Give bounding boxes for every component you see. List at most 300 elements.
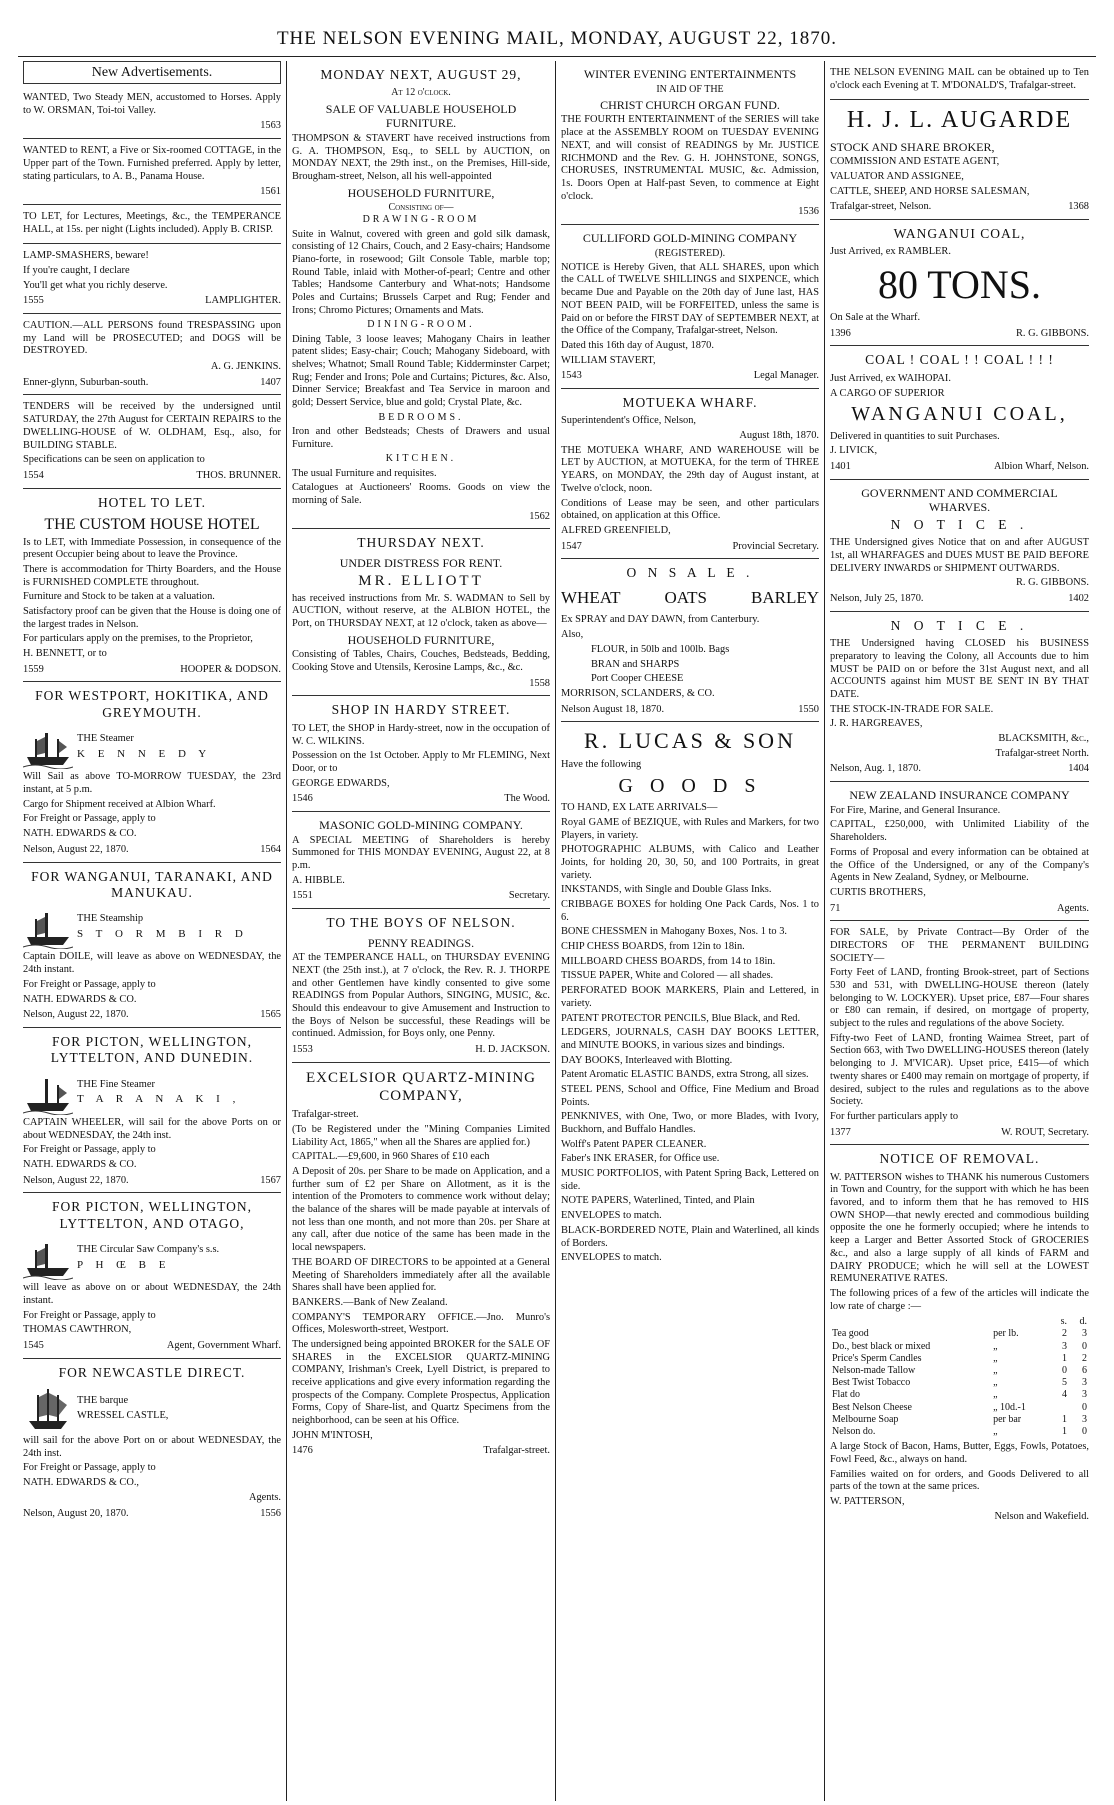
price-item: Melbourne Soap <box>832 1413 899 1425</box>
ad-hotel <box>23 489 281 683</box>
ad-text: Cargo for Shipment received at Albion Wharf. <box>23 798 216 810</box>
goods-item: Faber's INK ERASER, for Office use. <box>561 1153 720 1165</box>
ad-subheading: WANGANUI COAL, <box>851 403 1068 426</box>
ad-role: Agents. <box>248 1491 281 1503</box>
ad-text: The usual Furniture and requisites. <box>292 467 437 479</box>
sale-item: FLOUR, in 50lb and 100lb. Bags <box>591 643 730 655</box>
ad-signature: MORRISON, SCLANDERS, & CO. <box>561 687 715 699</box>
price-row <box>830 1365 1089 1377</box>
price-unit: „ <box>993 1352 998 1364</box>
ad-text: will leave as above on or about WEDNESDAY, the 24th instant. <box>23 1282 281 1306</box>
ad-number: 1551 <box>292 890 313 902</box>
price-s: 4 <box>1062 1389 1067 1401</box>
ad-text: THE Undersigned gives Notice that on and after AUGUST 1st, all WHARFAGES and DUES MUST BE PAID BEFORE DELIVERY INWARDS or SHIPMENT OUTWARDS. <box>830 537 1089 574</box>
ad-line: If you're caught, I declare <box>23 264 130 276</box>
ad-text: Will Sail as above TO-MORROW TUESDAY, the 23rd instant, at 5 p.m. <box>23 771 281 796</box>
ship-name: T A R A N A K I , <box>77 1093 241 1106</box>
ad-heading: FOR PICTON, WELLINGTON, LYTTELTON, AND DUNEDIN. <box>50 1033 254 1066</box>
ad-number: 1476 <box>292 1445 313 1457</box>
ad-subheading: CHRIST CHURCH ORGAN FUND. <box>600 97 780 112</box>
goods-item: CRIBBAGE BOXES for holding One Pack Cards, Nos. 1 to 6. <box>561 899 819 923</box>
price-row <box>830 1426 1089 1438</box>
ad-text: TO LET, the SHOP in Hardy-street, now in the occupation of W. C. WILKINS. <box>292 722 550 747</box>
section-heading: New Advertisements. <box>23 61 281 84</box>
goods-item: ENVELOPES to match. <box>561 1210 662 1222</box>
ad-heading: NEW ZEALAND INSURANCE COMPANY <box>849 788 1070 803</box>
goods-item: PERFORATED BOOK MARKERS, Plain and Lettered, in variety. <box>561 985 819 1009</box>
ad-signature: A. G. JENKINS. <box>210 361 281 373</box>
ad-furniture-sale <box>292 61 550 529</box>
ad-heading: THURSDAY NEXT. <box>357 535 485 551</box>
ad-text: For Freight or Passage, apply to <box>23 1144 156 1156</box>
ad-line: STOCK AND SHARE BROKER, <box>830 139 995 154</box>
price-unit: „ <box>993 1377 998 1389</box>
ad-tenders <box>23 395 281 488</box>
ad-culliford <box>561 225 819 389</box>
ad-heading: O N S A L E . <box>626 565 754 581</box>
ad-number: 1368 <box>1068 201 1089 213</box>
ad-signature: J. R. HARGREAVES, <box>830 718 923 730</box>
price-table <box>830 1316 1089 1438</box>
column-3 <box>556 61 825 1801</box>
ad-text: Consisting of— <box>388 202 454 214</box>
ad-excelsior <box>292 1063 550 1463</box>
ad-role: BLACKSMITH, &c., <box>998 733 1089 745</box>
ad-date: Nelson, Aug. 1, 1870. <box>830 763 921 775</box>
ad-text: Specifications can be seen on application to <box>23 454 205 466</box>
ad-number: 1550 <box>798 703 819 715</box>
price-unit: per lb. <box>993 1328 1019 1340</box>
ad-text: Furniture and Stock to be taken at a valuation. <box>23 591 215 603</box>
ad-heading: SHOP IN HARDY STREET. <box>331 702 511 718</box>
ad-signature: A. HIBBLE. <box>292 874 345 886</box>
goods-item: BONE CHESSMEN in Mahogany Boxes, Nos. 1 to 3. <box>561 926 788 938</box>
price-item: Best Twist Tobacco <box>832 1377 911 1389</box>
ad-heading: MONDAY NEXT, AUGUST 29, <box>320 67 522 82</box>
ad-westport <box>23 682 281 862</box>
ad-text: THE STOCK-IN-TRADE FOR SALE. <box>830 703 994 715</box>
ad-lead: THE Steamship <box>77 913 144 925</box>
price-s: 5 <box>1062 1377 1067 1389</box>
ad-role: Secretary. <box>508 890 550 902</box>
ad-text: will sail for the above Port on or about WEDNESDAY, the 24th inst. <box>23 1435 281 1459</box>
ad-signature: NATH. EDWARDS & CO. <box>23 1158 137 1170</box>
price-unit: „ <box>993 1389 998 1401</box>
ad-number: 1561 <box>260 186 281 198</box>
ad-text: A Deposit of 20s. per Share to be made on Application, and a further sum of £2 per Share on Allotment, as it is the intention of the Promoters to commence work without delay; the balance of the shares will be made payable at intervals of not less than one month, and not more than 20s. per Share at any call, after due notice of the same has been made in the local newspapers. <box>292 1166 550 1254</box>
ad-on-sale <box>561 559 819 722</box>
ad-text: Just Arrived, ex RAMBLER. <box>830 246 951 258</box>
ad-heading: GOVERNMENT AND COMMERCIAL WHARVES. <box>861 485 1058 515</box>
goods-item: Patent Aromatic ELASTIC BANDS, extra Strong, all sizes. <box>561 1069 809 1081</box>
ad-line: CATTLE, SHEEP, AND HORSE SALESMAN, <box>830 185 1030 197</box>
ad-text: Just Arrived, ex WAIHOPAI. <box>830 372 951 384</box>
ad-signature: R. G. GIBBONS. <box>1015 577 1089 589</box>
ad-text: On Sale at the Wharf. <box>830 311 921 323</box>
ad-signature: Agent, Government Wharf. <box>166 1339 281 1351</box>
ad-text: Captain DOILE, will leave as above on WEDNESDAY, the 24th instant. <box>23 951 281 976</box>
ad-lead: THE Fine Steamer <box>77 1078 155 1090</box>
ad-text: For Freight or Passage, apply to <box>23 813 156 825</box>
ad-text: Fifty-two Feet of LAND, fronting Waimea Street, part of Section 663, with Two DWELLING-HOUSES thereon (lately belonging to J. M'VICAR). Upset price, £415—of which twenty shares or £400 may remain on mortgage of property, if desired, subject to the rules and regulations as to the above Society. <box>830 1032 1089 1108</box>
ad-number: 1567 <box>260 1174 281 1186</box>
ad-text: For particulars apply on the premises, to the Proprietor, <box>23 633 253 645</box>
ad-subheading: IN AID OF THE <box>656 83 724 95</box>
ad-heading: FOR WESTPORT, HOKITIKA, AND GREYMOUTH. <box>35 688 269 720</box>
ad-heading: EXCELSIOR QUARTZ-MINING COMPANY, <box>306 1069 536 1104</box>
ad-number: 1404 <box>1068 763 1089 775</box>
ad-heading: NOTICE OF REMOVAL. <box>879 1151 1040 1167</box>
price-d: 3 <box>1082 1389 1087 1401</box>
goods-item: TISSUE PAPER, White and Colored — all shades. <box>561 970 774 982</box>
ad-hargreaves-notice <box>830 612 1089 782</box>
ad-number: 1564 <box>260 843 281 855</box>
ad-text: For Freight or Passage, apply to <box>23 978 156 990</box>
price-d: 0 <box>1082 1401 1087 1413</box>
ad-text: Delivered in quantities to suit Purchases. <box>830 430 1000 442</box>
ad-text: Consisting of Tables, Chairs, Couches, Bedsteads, Bedding, Cooking Stove and Utensils, Kerosine Lamps, &c., &c. <box>292 649 550 674</box>
price-item: Best Nelson Cheese <box>832 1401 912 1413</box>
ad-text: Possession on the 1st October. Apply to Mr FLEMING, Next Door, or to <box>292 750 550 774</box>
price-d: 0 <box>1082 1340 1087 1352</box>
goods-item: STEEL PENS, School and Office, Fine Medium and Broad Points. <box>561 1083 819 1108</box>
ad-heading: HOTEL TO LET. <box>97 494 207 510</box>
sale-item: Port Cooper CHEESE <box>591 673 684 685</box>
ad-signature: THOS. BRUNNER. <box>196 469 281 481</box>
room-heading: KITCHEN. <box>385 453 457 465</box>
ad-nz-insurance <box>830 782 1089 921</box>
steamship-icon <box>23 1071 73 1115</box>
ad-heading: FOR WANGANUI, TARANAKI, AND MANUKAU. <box>31 868 273 900</box>
price-d: 2 <box>1082 1352 1087 1364</box>
ad-text: Families waited on for orders, and Goods Delivered to all parts of the town at the same prices. <box>830 1468 1089 1493</box>
price-unit: „ <box>993 1365 998 1377</box>
ad-heading: CULLIFORD GOLD-MINING COMPANY <box>582 230 798 245</box>
ad-lead: THE barque <box>77 1395 129 1407</box>
ad-text: THE Undersigned having CLOSED his BUSINESS preparatory to leaving the Colony, all Accounts due to him MUST be PAID on or before the 31st August next, and all ACCOUNTS against him MUST BE SENT IN BY THAT DATE. <box>830 638 1089 701</box>
goods-list <box>561 817 819 1265</box>
ad-wanganui-steamship <box>23 863 281 1028</box>
ad-date: Nelson, August 22, 1870. <box>23 1174 129 1186</box>
ad-thursday-next <box>292 529 550 696</box>
ad-number: 1377 <box>830 1126 851 1138</box>
ad-lucas-son <box>561 722 819 1272</box>
ad-text: THOMPSON & STAVERT have received instructions from G. A. THOMPSON, Esq., to SELL by AUCTION, on MONDAY NEXT, the 29th inst., on the Premises, Hill-side, Brougham-street, Nelson, all his well-appointed <box>292 132 550 182</box>
ad-text: Catalogues at Auctioneers' Rooms. Goods on view the morning of Sale. <box>292 482 550 506</box>
ad-heading: COAL ! COAL ! ! COAL ! ! ! <box>865 352 1054 368</box>
ad-text: Superintendent's Office, Nelson, <box>561 415 696 427</box>
masthead: THE NELSON EVENING MAIL, MONDAY, AUGUST 22, 1870. <box>18 10 1096 57</box>
price-s <box>1049 1402 1069 1414</box>
ad-augarde <box>830 100 1089 220</box>
ad-for-sale-land <box>830 921 1089 1145</box>
ad-date: Nelson, August 22, 1870. <box>23 843 129 855</box>
ad-text: TENDERS will be received by the undersigned until SATURDAY, the 27th August for CERTAIN REPAIRS to the DWELLING-HOUSE of W. OLDHAM, Esq., also, for BUILDING STABLE. <box>23 401 281 451</box>
price-d: 3 <box>1082 1413 1087 1425</box>
ad-subheading: N O T I C E . <box>890 516 1029 532</box>
ad-number: 1396 <box>830 327 851 339</box>
price-col-pence: d. <box>1079 1316 1087 1328</box>
ad-heading: WANGANUI COAL, <box>893 226 1026 242</box>
ad-wanted-men <box>23 86 281 139</box>
ad-date: August 18th, 1870. <box>739 430 819 442</box>
goods-item: PHOTOGRAPHIC ALBUMS, with Calico and Leather Joints, for holding 20, 30, 50, and 100 Portraits, in great variety. <box>561 844 819 881</box>
ad-text: Dining Table, 3 loose leaves; Mahogany Chairs in leather patent slides; Easy-chair; Couch; Mahogany Sideboard, with shelves; Whatnot; Small Round Table; Kidderminster Carpet; Rug; Fender and Irons; Pole and Curtains; Pictures, &c. Also, Dinner Service; Breakfast and Tea Service in maroon and gold; Dessert Service, blue and gold; Crystal Plate, &c. <box>292 333 550 409</box>
column-2 <box>287 61 556 1801</box>
goods-item: DAY BOOKS, Interleaved with Blotting. <box>561 1054 733 1066</box>
ad-signature: LAMPLIGHTER. <box>205 295 281 307</box>
ad-subheading: UNDER DISTRESS FOR RENT. <box>339 555 503 570</box>
ad-signature: W. ROUT, Secretary. <box>1001 1126 1089 1138</box>
ad-text: There is accommodation for Thirty Boarders, and the House is FURNISHED COMPLETE throughout. <box>23 563 281 588</box>
ad-subheading: HOUSEHOLD FURNITURE, <box>347 632 495 647</box>
price-s: 0 <box>1062 1365 1067 1377</box>
ad-signature: JOHN M'INTOSH, <box>292 1429 373 1441</box>
ad-number: 1554 <box>23 469 44 481</box>
ad-text: Also, <box>561 629 584 641</box>
ad-number: 1407 <box>260 376 281 388</box>
ad-text: Is to LET, with Immediate Possession, in consequence of the present Occupier being about to leave the Province. <box>23 536 281 561</box>
ad-text: BANKERS.—Bank of New Zealand. <box>292 1296 448 1308</box>
grain-oats: OATS <box>664 587 707 607</box>
ad-text: The following prices of a few of the articles will indicate the low rate of charge :— <box>830 1287 1089 1312</box>
price-item: Nelson do. <box>832 1425 876 1437</box>
ad-signature: H. BENNETT, or to <box>23 648 107 660</box>
ad-text: W. PATTERSON wishes to THANK his numerous Customers in Town and Country, for the support with which he has been favored, and to inform them that he has removed to HIS OWN SHOP—that newly erected and commodious building opposite the one he formerly occupied; where he intends to keep a Larger and Better Assorted Stock of GROCERIES &c., and also a large supply of all kinds of FARM and DAIRY PRODUCE; which he will sell at the LOWEST REMUNERATIVE RATES. <box>830 1171 1089 1285</box>
ad-text: A SPECIAL MEETING of Shareholders is hereby Summoned for THIS MONDAY EVENING, August 22, at 8 p.m. <box>292 834 550 872</box>
ad-text: Conditions of Lease may be seen, and other particulars obtained, on application at this Office. <box>561 497 819 522</box>
price-s: 1 <box>1062 1413 1067 1425</box>
price-s: 1 <box>1062 1425 1067 1437</box>
price-item: Flat do <box>832 1389 861 1401</box>
ad-number: 1559 <box>23 663 44 675</box>
goods-item: MILLBOARD CHESS BOARDS, from 14 to 18in. <box>561 955 776 967</box>
ad-text: Suite in Walnut, covered with green and gold silk damask, consisting of 12 Chairs, Couch, and 2 Easy-chairs; Handsome Piano-forte, in rosewood; Gilt Console Table, marble top; Round Table, inlaid with Mother-of-pearl; Centre and other Tables; Handsome Canterbury and What-nots; Handsome Poles and Curtains; Brussels Carpet and Rug; Fender and Irons; Chromo Pictures; Ornaments and Mats. <box>292 228 550 316</box>
ad-text: THE NELSON EVENING MAIL can be obtained up to Ten o'clock each Evening at T. M'DONALD'S, Trafalgar-street. <box>830 67 1089 91</box>
ad-number: 1402 <box>1068 593 1089 605</box>
ad-motueka-wharf <box>561 389 819 559</box>
ad-text: TO LET, for Lectures, Meetings, &c., the TEMPERANCE HALL, at 15s. per night (Lights included). Apply B. CRISP. <box>23 210 281 235</box>
ad-text: has received instructions from Mr. S. WADMAN to Sell by AUCTION, without reserve, at the ALBION HOTEL, the Port, on THURSDAY NEXT, at 12 o'clock, taken as above— <box>292 592 550 630</box>
ad-masonic <box>292 812 550 909</box>
goods-item: LEDGERS, JOURNALS, CASH DAY BOOKS LETTER, and MINUTE BOOKS, in various sizes and bindings. <box>561 1027 819 1051</box>
ad-text: CAPTAIN WHEELER, will sail for the above Ports on or about WEDNESDAY, the 24th inst. <box>23 1116 281 1141</box>
ad-subheading: HOUSEHOLD FURNITURE, <box>347 185 495 200</box>
ad-number: 1563 <box>260 120 281 132</box>
steamship-icon <box>23 1236 73 1280</box>
ad-evening-mail <box>830 61 1089 100</box>
ad-heading: FOR PICTON, WELLINGTON, LYTTELTON, AND OTAGO, <box>51 1199 252 1231</box>
column-4 <box>825 61 1094 1801</box>
ad-text: CAUTION.—ALL PERSONS found TRESPASSING upon my Land will be PROSECUTED; and DOGS will be DESTROYED. <box>23 320 281 357</box>
ad-signature: THOMAS CAWTHRON, <box>23 1324 132 1336</box>
ad-heading: N O T I C E . <box>890 617 1029 633</box>
grain-barley: BARLEY <box>751 587 819 607</box>
ad-heading: R. LUCAS & SON <box>584 728 796 754</box>
ad-text: For Freight or Passage, apply to <box>23 1309 156 1321</box>
ad-number: 1556 <box>260 1507 281 1519</box>
ad-subheading: THE CUSTOM HOUSE HOTEL <box>44 516 260 534</box>
ad-number: 1553 <box>292 1043 313 1055</box>
ad-text: NOTICE is Hereby Given, that ALL SHARES, upon which the CALL of TWELVE SHILLINGS and SIXPENCE, which became Due and Payable on the 20th day of June last, HAS NOT BEEN PAID, will be FORFEITED, unless the same is Paid on or before the FIRST DAY of SEPTEMBER NEXT, at the Office of the Company, Trafalgar-street, Nelson. <box>561 261 819 337</box>
price-d: 3 <box>1082 1377 1087 1389</box>
ad-text: A large Stock of Bacon, Hams, Butter, Eggs, Fowls, Potatoes, Fowl Feed, &c., always on hand. <box>830 1441 1089 1465</box>
ad-picton-otago <box>23 1193 281 1358</box>
ship-name: K E N N E D Y <box>77 748 212 761</box>
ad-lead: THE Circular Saw Company's s.s. <box>77 1244 220 1256</box>
price-d: 6 <box>1082 1365 1087 1377</box>
ad-quantity: 80 TONS. <box>877 262 1041 308</box>
ad-text: Forty Feet of LAND, fronting Brook-street, part of Sections 530 and 531, with DWELLING-HOUSE thereon (lately belonging to W. LOCKYER). Upset price, £87—Four shares or £80 can remain, if desired, on mortgage of property, subject to the rules and regulations of the above Society. <box>830 967 1089 1030</box>
goods-item: MUSIC PORTFOLIOS, with Patent Spring Back, Lettered on side. <box>561 1168 819 1192</box>
ad-role: Agents. <box>1056 902 1089 914</box>
ad-temperance-hall <box>23 205 281 244</box>
price-row <box>830 1389 1089 1401</box>
price-col-shillings: s. <box>1060 1316 1067 1328</box>
ad-place: Trafalgar-street North. <box>995 747 1089 759</box>
price-unit: „ <box>993 1425 998 1437</box>
price-row <box>830 1414 1089 1426</box>
ad-number: 1562 <box>529 510 550 522</box>
ship-name: P H Œ B E <box>77 1258 171 1271</box>
ad-date: Nelson August 18, 1870. <box>561 703 665 715</box>
goods-item: NOTE PAPERS, Waterlined, Tinted, and Plain <box>561 1195 755 1207</box>
ad-signature: NATH. EDWARDS & CO., <box>23 1477 140 1489</box>
ad-text: THE MOTUEKA WHARF, AND WAREHOUSE will be LET by AUCTION, at MOTUEKA, for the term of THREE YEARS, on MONDAY, the 29th day of August instant, at Twelve o'clock, noon. <box>561 444 819 494</box>
ad-subheading: PENNY READINGS. <box>367 935 475 950</box>
price-s: 1 <box>1062 1352 1067 1364</box>
ad-text: Dated this 16th day of August, 1870. <box>561 339 714 351</box>
ad-signature: HOOPER & DODSON. <box>180 663 281 675</box>
ad-notice-of-removal <box>830 1145 1089 1530</box>
ad-signature: H. D. JACKSON. <box>475 1043 550 1055</box>
ad-time: At 12 o'clock. <box>391 87 451 99</box>
ad-subheading: SALE OF VALUABLE HOUSEHOLD FURNITURE. <box>325 101 517 131</box>
goods-item: INKSTANDS, with Single and Double Glass Inks. <box>561 884 772 896</box>
ship-name: S T O R M B I R D <box>77 928 248 941</box>
ad-place: Nelson and Wakefield. <box>994 1510 1089 1522</box>
room-heading: DINING-ROOM. <box>367 319 475 331</box>
ad-text: Forms of Proposal and every information can be obtained at the Office of the Undersigned, or any of the Company's Agents in New Zealand, Sydney, or Melbourne. <box>830 846 1089 884</box>
ad-subheading: G O O D S <box>618 774 762 797</box>
price-item: Nelson-made Tallow <box>832 1365 916 1377</box>
auctioneer-name: MR. ELLIOTT <box>358 573 484 590</box>
ad-text: Satisfactory proof can be given that the House is doing one of the largest trades in Nelson. <box>23 606 281 630</box>
ad-line: COMMISSION AND ESTATE AGENT, <box>830 156 1000 168</box>
goods-item: Royal GAME of BEZIQUE, with Rules and Markers, for two Players, in variety. <box>561 816 819 841</box>
ad-text: AT the TEMPERANCE HALL, on THURSDAY EVENING NEXT (the 25th inst.), at 7 o'clock, the Rev. R. J. THORPE and other Gentlemen have kindly consented to give some READINGS from Popular Authors, SINGING, MUSIC, &c. Should this endeavour to give Amusement and Instruction to the Boys of Nelson be successful, these Readings will be continued. Admission, for Boys only, one Penny. <box>292 952 550 1040</box>
ad-place: The Wood. <box>504 793 550 805</box>
ad-role: Provincial Secretary. <box>732 540 819 552</box>
ad-text: WANTED to RENT, a Five or Six-roomed COTTAGE, in the Upper part of the Town. Furnished preferred. Apply by letter, stating particulars, to A. B., Panama House. <box>23 145 281 182</box>
ad-signature: J. LIVICK, <box>830 445 878 457</box>
ad-newcastle <box>23 1359 281 1526</box>
ad-signature: WILLIAM STAVERT, <box>561 354 656 366</box>
ad-heading: WINTER EVENING ENTERTAINMENTS <box>583 67 797 81</box>
price-unit: per bar <box>993 1413 1022 1425</box>
ad-number: 1546 <box>292 793 313 805</box>
ad-date: Nelson, July 25, 1870. <box>830 593 924 605</box>
ad-heading: MOTUEKA WHARF. <box>622 394 758 410</box>
steamship-icon <box>23 725 73 769</box>
ad-signature: R. G. GIBBONS. <box>1015 327 1089 339</box>
ad-number: 1565 <box>260 1009 281 1021</box>
ad-number: 1558 <box>529 677 550 689</box>
price-row <box>830 1377 1089 1389</box>
price-s: 3 <box>1062 1340 1067 1352</box>
ad-number: 1536 <box>798 206 819 218</box>
price-item: Do., best black or mixed <box>832 1340 931 1352</box>
price-unit: „ <box>993 1340 998 1352</box>
room-heading: BEDROOMS. <box>378 411 464 423</box>
price-row <box>830 1353 1089 1365</box>
price-d: 0 <box>1082 1425 1087 1437</box>
ad-line: LAMP-SMASHERS, beware! <box>23 250 149 262</box>
sailing-ship-icon <box>23 1385 73 1433</box>
ad-place: Enner-glynn, Suburban-south. <box>23 376 149 388</box>
ad-signature: CURTIS BROTHERS, <box>830 886 926 898</box>
price-item: Price's Sperm Candles <box>832 1352 922 1364</box>
ad-caution <box>23 314 281 395</box>
ad-subheading: (REGISTERED). <box>654 247 726 259</box>
price-item: Tea good <box>832 1328 869 1340</box>
ad-heading: MASONIC GOLD-MINING COMPANY. <box>319 818 523 833</box>
ad-place: Albion Wharf, Nelson. <box>993 460 1089 472</box>
ad-text: CAPITAL, £250,000, with Unlimited Liability of the Shareholders. <box>830 819 1089 844</box>
ad-penny-readings <box>292 909 550 1063</box>
ad-text: WANTED, Two Steady MEN, accustomed to Horses. Apply to W. ORSMAN, Toi-toi Valley. <box>23 92 281 116</box>
ad-signature: NATH. EDWARDS & CO. <box>23 993 137 1005</box>
ad-date: Nelson, August 20, 1870. <box>23 1507 129 1519</box>
ad-place: Trafalgar-street. <box>292 1109 359 1121</box>
price-s: 2 <box>1062 1328 1067 1340</box>
ad-text: Iron and other Bedsteads; Chests of Drawers and usual Furniture. <box>292 425 550 450</box>
ad-line: You'll get what you richly deserve. <box>23 279 168 291</box>
ship-name: WRESSEL CASTLE, <box>77 1410 169 1422</box>
ad-text: TO HAND, EX LATE ARRIVALS— <box>561 802 718 814</box>
price-unit: „ 10d.-1 <box>993 1401 1026 1413</box>
ad-lamplighter <box>23 244 281 314</box>
ad-text: For Freight or Passage, apply to <box>23 1462 156 1474</box>
ad-text: THE FOURTH ENTERTAINMENT of the SERIES will take place at the ASSEMBLY ROOM on TUESDAY EVENING NEXT, and will consist of READINGS by Mr. JUSTICE RICHMOND and the Rev. G. H. JOHNSTONE, SONGS, CHORUSES, INSTRUMENTAL MUSIC, &c. Admission, 1s. Doors Open at Half-past Seven, to commence at Eight o'clock. <box>561 114 819 202</box>
ad-wharves-notice <box>830 480 1089 612</box>
ad-text: FOR SALE, by Private Contract—By Order of the DIRECTORS OF THE PERMANENT BUILDING SOCIETY— <box>830 927 1089 964</box>
ad-number: 1545 <box>23 1339 44 1351</box>
ad-winter-entertainments <box>561 61 819 225</box>
room-heading: DRAWING-ROOM <box>362 214 480 226</box>
goods-item: Wolff's Patent PAPER CLEANER. <box>561 1138 707 1150</box>
ad-place: Trafalgar-street. <box>483 1445 550 1457</box>
ad-date: Nelson, August 22, 1870. <box>23 1009 129 1021</box>
sale-item: BRAN and SHARPS <box>591 658 680 670</box>
ad-text: The undersigned being appointed BROKER for the SALE OF SHARES in the EXCELSIOR QUARTZ-MINING COMPANY, Irishman's Creek, Lyell District, is prepared to receive applications and give every information regarding the prospects of the Company. Complete Prospectus, Application Forms, Copy of Share-list, and Quartz Specimens from the neighborhood, can be seen at his Office. <box>292 1338 550 1427</box>
goods-item: BLACK-BORDERED NOTE, Plain and Waterlined, all kinds of Borders. <box>561 1224 819 1249</box>
columns <box>18 61 1096 1801</box>
ad-text: Have the following <box>561 759 642 771</box>
ad-text: COMPANY'S TEMPORARY OFFICE.—Jno. Munro's Offices, Molesworth-street, Westport. <box>292 1311 550 1336</box>
grain-wheat: WHEAT <box>561 587 621 607</box>
steamship-icon <box>23 905 73 949</box>
ad-heading: H. J. L. AUGARDE <box>846 107 1073 134</box>
ad-text: THE BOARD OF DIRECTORS to be appointed at a General Meeting of Shareholders immediately after all the available Shares shall have been applied for. <box>292 1256 550 1294</box>
ad-heading: TO THE BOYS OF NELSON. <box>326 915 516 931</box>
price-d: 3 <box>1082 1328 1087 1340</box>
ad-wanted-cottage <box>23 139 281 205</box>
ad-line: VALUATOR AND ASSIGNEE, <box>830 170 964 182</box>
ad-role: Legal Manager. <box>753 370 819 382</box>
ad-signature: NATH. EDWARDS & CO. <box>23 828 137 840</box>
ad-number: 1543 <box>561 370 582 382</box>
